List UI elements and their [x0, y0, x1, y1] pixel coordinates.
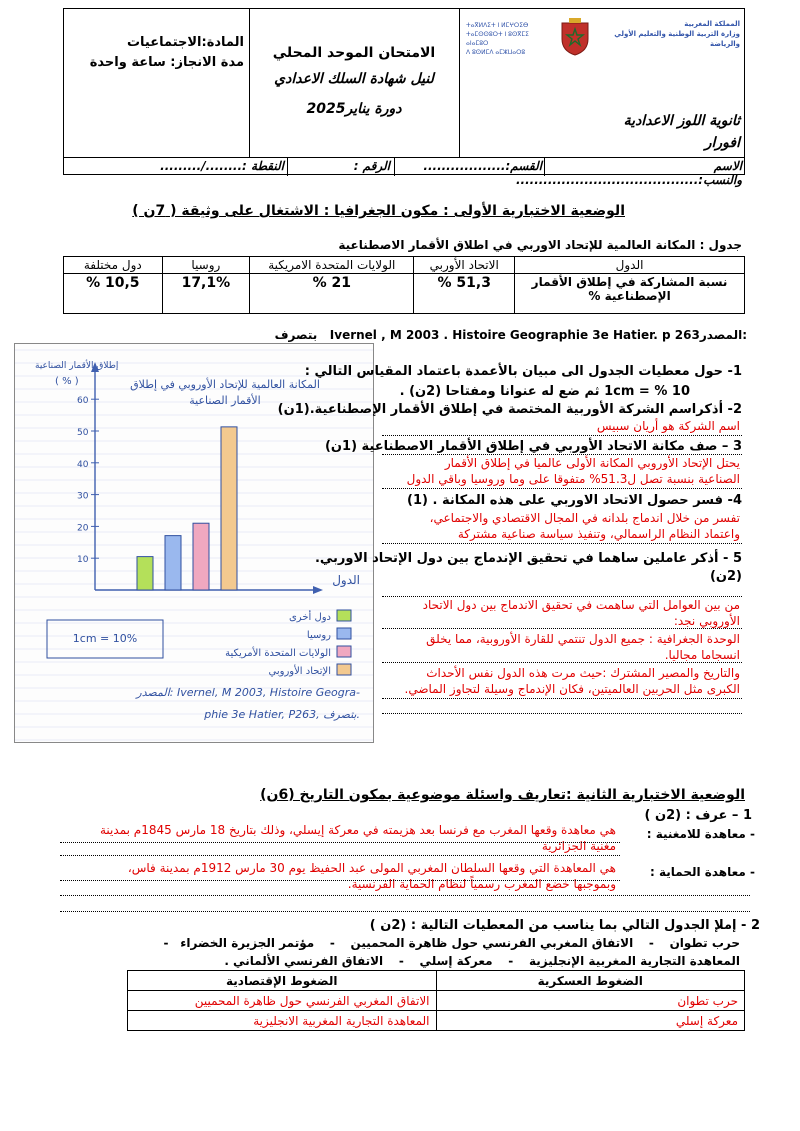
- legend-swatch: [337, 610, 351, 621]
- bar: [221, 427, 237, 590]
- exam-title: الامتحان الموحد المحلي: [272, 45, 436, 61]
- part2-question-2: 2 - إملإ الجدول التالي بما يناسب من المعطيات التالية : (2ن ): [369, 918, 760, 933]
- table-cell: معركة إسلي: [436, 1011, 745, 1031]
- exam-header: [63, 8, 745, 187]
- table-cell: المعاهدة التجارية المغربية الانجليزية: [128, 1011, 437, 1031]
- question-4: 4- فسر حصول الاتحاد الاوربي على هذه المكانة . (1): [407, 493, 742, 508]
- option-item: معركة إسلي: [419, 954, 493, 968]
- table-row-label: نسبة المشاركة في إطلاق الأقمار الإصطناعية %: [515, 274, 745, 314]
- y-tick-label: 40: [77, 459, 89, 470]
- legend-swatch: [337, 646, 351, 657]
- satellite-table: [63, 256, 745, 314]
- answer-3-line2: الصناعية بنسبة تصل ل51.3% متفوقا على وما وروسيا وباقي الدول: [406, 472, 740, 486]
- option-item: الاتفاق المغربي الفرنسي حول ظاهرة المحميين: [350, 936, 634, 950]
- moroccan-coat-of-arms-icon: [558, 17, 592, 57]
- options-row-2: المعاهدة التجارية المغربية الإنجليزية - معركة إسلي - الاتفاق الفرنسي الألماني .: [224, 954, 740, 968]
- table-header-cell: الاتحاد الأوربي: [414, 257, 515, 274]
- x-axis-arrow: [313, 586, 323, 594]
- table-header-row: [128, 971, 745, 991]
- grade-field[interactable]: النقطة :......../.........: [160, 159, 284, 173]
- definition-1-line1: هي معاهدة وقعها المغرب مع فرنسا بعد هزيمته في معركة إيسلي، وذلك بتاريخ 18 مارس 1845م بمدينة: [100, 823, 616, 837]
- table-row: [128, 991, 745, 1011]
- answer-5-line6: الكبرى مثل الحربين العالميتين، فكان الإندماج وسيلة لتجاوز الماضي.: [404, 682, 740, 696]
- bar: [193, 523, 209, 590]
- bar: [165, 536, 181, 590]
- graph-source-line1: المصدر: Ivernel, M 2003, Histoire Geogra-: [136, 686, 360, 699]
- table-cell: 17,1%: [162, 274, 250, 314]
- school-name: ثانوية اللوز الاعدادية: [623, 113, 740, 129]
- question-2: 2- أذكراسم الشركة الأوربية المختصة في إطلاق الأقمار الإصطناعية.(1ن): [277, 402, 742, 417]
- graph-ylabel: إطلاق الأقمار الصناعية: [35, 361, 119, 371]
- y-tick-label: 30: [77, 491, 89, 502]
- definition-2-line2: وبموجبها خضع المغرب رسمياً لنظام الحماية الفرنسية.: [347, 877, 616, 891]
- graph-title-line1: المكانة العالمية للإتحاد الأوروبي في إطلاق: [130, 378, 320, 391]
- duration-label: مدة الانجاز: ساعة واحدة: [89, 55, 244, 70]
- graph-source-line2: phie 3e Hatier, P263, بتصرف.: [204, 708, 360, 721]
- legend-label: دول أخرى: [288, 612, 331, 623]
- legend-label: روسيا: [306, 630, 331, 641]
- options-row-1: حرب تطوان - الاتفاق المغربي الفرنسي حول ظاهرة المحميين - مؤتمر الجزيرة الخضراء -: [163, 936, 740, 950]
- table-cell: 10,5 %: [64, 274, 163, 314]
- answer-4-line1: تفسر من خلال اندماج بلدانه في المجال الاقتصادي والاجتماعي،: [429, 511, 740, 525]
- legend-swatch: [337, 664, 351, 675]
- table-header-row: [64, 257, 745, 274]
- class-field[interactable]: القسم:..................: [423, 159, 542, 173]
- question-1: 1- حول معطيات الجدول الى مبيان بالأعمدة باعتماد المقياس التالي :: [304, 364, 742, 379]
- answer-5-line4: انسجاما مجاليا.: [664, 648, 740, 662]
- y-tick-label: 20: [77, 523, 89, 534]
- source-line: بتصرف Ivernel , M 2003 . Histoire Geographie 3e Hatier. p 263المصدر:: [274, 328, 747, 342]
- option-item: حرب تطوان: [669, 936, 740, 950]
- answer-5-line3: الوحدة الجغرافية : جميع الدول تنتمي للقارة الأوروبية، مما يخلق: [426, 632, 740, 646]
- legend-swatch: [337, 628, 351, 639]
- table-header-cell: روسيا: [162, 257, 250, 274]
- table-header-cell: الضغوط العسكرية: [436, 971, 745, 991]
- legend-label: الإتحاد الأوروبي: [268, 666, 331, 677]
- question-3: 3 – صف مكانة الاتحاد الأوربي في إطلاق الأقمار الاصطناعية (1ن): [324, 439, 742, 454]
- part2-question-1: 1 – عرف : (2ن ): [644, 808, 752, 823]
- answer-5-line5: والتاريخ والمصير المشترك :حيث مرت هذه الدول نفس الأحداث: [426, 666, 740, 680]
- y-tick-label: 50: [77, 428, 89, 438]
- answer-4-line2: واعتماد النظام الراسمالي، وتنفيذ سياسة صناعية مشتركة: [457, 527, 740, 541]
- question-1b: 10 % = 1cm ثم ضع له عنوانا ومفتاحا (2ن) .: [399, 384, 690, 399]
- ministry-arabic: المملكة المغربية وزارة التربية الوطنية والتعليم الأولي والرياضة: [614, 20, 740, 48]
- answer-3-line1: يحتل الإتحاد الأوروبي المكانة الأولى عالميا في إطلاق الأقمار: [444, 456, 740, 470]
- table-cell: حرب تطوان: [436, 991, 745, 1011]
- bar: [137, 557, 153, 590]
- school-town: افورار: [704, 135, 740, 151]
- answer-5-line2: الأوروبي نجد:: [673, 614, 740, 628]
- term-lalla-maghnia: - معاهدة للامغنية :: [646, 827, 755, 841]
- scale-text: 1cm = 10%: [72, 632, 138, 645]
- term-protectorate: - معاهدة الحماية :: [650, 865, 755, 879]
- question-5-points: (2ن): [709, 569, 742, 584]
- option-item: مؤتمر الجزيرة الخضراء: [180, 936, 315, 950]
- table-row: [64, 274, 745, 314]
- y-tick-label: 60: [77, 396, 89, 407]
- table-header-cell: الدول: [515, 257, 745, 274]
- table-header-cell: دول مختلفة: [64, 257, 163, 274]
- ministry-tifinagh: ⵜⴰⴳⵍⴷⵉⵜ ⵏ ⵍⵎⵖⵔⵉⴱ ⵜⴰⵎⵙⵙⵓⵔⵜ ⵏ ⵓⵙⴳⵎⵉ ⴰⵏⴰⵎⵓⵔ ⴷ ⵓⵙⵍⵎⴷ ⴰⵎⵣⵡⴰⵔⵓ: [466, 22, 529, 56]
- answer-2: اسم الشركة هو أريان سبيس: [596, 419, 740, 433]
- option-item: المعاهدة التجارية المغربية الإنجليزية: [528, 954, 740, 968]
- name-field[interactable]: الاسم والنسب:........................................: [515, 159, 742, 187]
- table-header-cell: الضغوط الإقتصادية: [128, 971, 437, 991]
- table-caption: جدول : المكانة العالمية للإتحاد الاوربي في اطلاق الأقمار الاصطناعية: [338, 238, 742, 252]
- answer-5-line1: من بين العوامل التي ساهمت في تحقيق الاندماج بين دول الاتحاد: [422, 598, 740, 612]
- y-tick-label: 10: [77, 555, 89, 566]
- table-cell: 51,3 %: [414, 274, 515, 314]
- table-header-cell: الولايات المتحدة الامريكية: [250, 257, 414, 274]
- table-row: [128, 1011, 745, 1031]
- graph-title-line2: الأقمار الصناعية: [189, 394, 261, 407]
- part2-title: الوضعية الاختبارية الثانية :تعاريف واسئلة موضوعية بمكون التاريخ (6ن): [260, 787, 745, 803]
- question-5: 5 - أذكر عاملين ساهما في تحقيق الإندماج بين دول الإتحاد الاوربي.: [314, 551, 742, 566]
- legend-label: الولايات المتحدة الأمريكية: [225, 648, 331, 659]
- definition-1-line2: مغنية الجزائرية: [541, 839, 616, 853]
- definition-2-line1: هي المعاهدة التي وقعها السلطان المغربي المولى عبد الحفيظ يوم 30 مارس 1912م بمدينة فاس،: [127, 861, 616, 875]
- option-item: الاتفاق الفرنسي الألماني .: [224, 954, 384, 968]
- table-cell: الاتفاق المغربي الفرنسي حول ظاهرة المحميين: [128, 991, 437, 1011]
- part1-title: الوضعية الاختبارية الأولى : مكون الجغرافيا : الاشتغال على وثيقة ( 7ن ): [132, 203, 625, 219]
- graph-xlabel: الدول: [332, 573, 360, 587]
- graph-ylabel-unit: ( % ): [55, 376, 79, 387]
- pressures-table: [127, 970, 745, 1031]
- source-reference: Ivernel , M 2003 . Histoire Geographie 3e Hatier. p 263: [329, 328, 700, 342]
- number-field[interactable]: الرقم :: [353, 159, 390, 173]
- subject-label: المادة:الاجتماعيات: [126, 35, 244, 50]
- table-cell: 21 %: [250, 274, 414, 314]
- exam-subtitle: لنيل شهادة السلك الاعدادي: [274, 71, 434, 87]
- exam-session: دورة يناير2025: [306, 101, 402, 117]
